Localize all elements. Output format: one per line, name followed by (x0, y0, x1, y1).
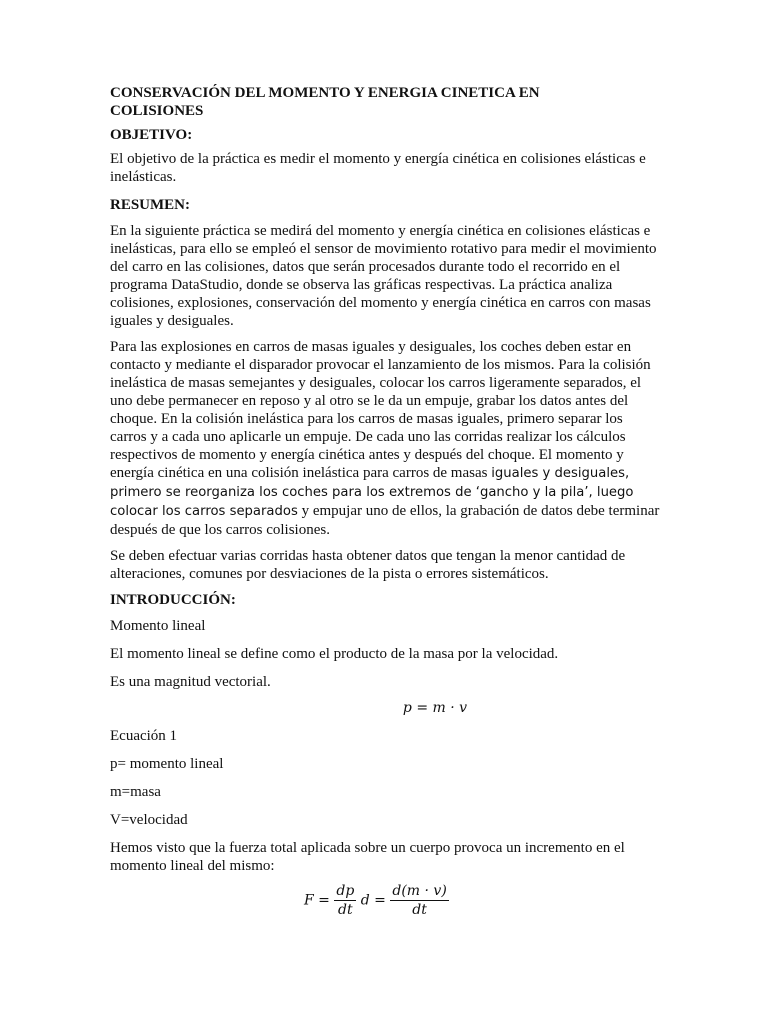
eq2-fraction-2 (390, 883, 448, 918)
resumen-heading: RESUMEN: (110, 197, 191, 213)
eq2-fraction-1 (334, 883, 356, 918)
equation-1-label: Ecuación 1 (110, 728, 178, 744)
objetivo-text: El objetivo de la práctica es medir el momento y energía cinética en colisiones elásticas e inelásticas. (110, 151, 646, 185)
eq2-frac2-den: dt (412, 902, 427, 918)
equation-2 (110, 881, 660, 921)
var-p-definition: p= momento lineal (110, 756, 224, 772)
resumen-paragraph-2 (110, 338, 660, 539)
document-page (110, 84, 660, 921)
definition-text: El momento lineal se define como el producto de la masa por la velocidad. (110, 646, 559, 662)
introduccion-heading: INTRODUCCIÓN: (110, 592, 236, 608)
objetivo-heading: OBJETIVO: (110, 127, 193, 143)
var-v-definition: V=velocidad (110, 812, 188, 828)
vector-text: Es una magnitud vectorial. (110, 674, 271, 690)
fuerza-text: Hemos visto que la fuerza total aplicada sobre un cuerpo provoca un incremento en el momento lineal del mismo: (110, 840, 625, 874)
resumen-p2-part-c: y empujar uno de ellos, la grabación de datos debe terminar después de que los carros colisiones. (110, 503, 660, 538)
eq2-frac1-den: dt (338, 902, 353, 918)
eq2-mid: d = (360, 892, 386, 909)
eq2-lhs: F = (304, 892, 330, 909)
eq2-frac2-num: d(m · v) (392, 883, 447, 899)
equation-1: p = m · v (402, 700, 468, 716)
resumen-p2-part-b: iguales y desiguales, primero se reorganiza los coches para los extremos de ‘gancho y la pila’, luego colocar los carros separados (110, 466, 634, 519)
resumen-paragraph-3: Se deben efectuar varias corridas hasta obtener datos que tengan la menor cantidad de alteraciones, comunes por desviaciones de la pista o errores sistemáticos. (110, 548, 626, 582)
resumen-p2-part-a: Para las explosiones en carros de masas iguales y desiguales, los coches deben estar en contacto y mediante el disparador provocar el lanzamiento de los mismos. Para la colisión inelástica de masas semejantes y desiguales, colocar los carros ligeramente separados, el uno debe permanecer en reposo y al otro se le da un empuje, grabar los datos antes del choque. En la colisión inelástica para los carros de masas iguales, primero separar los carros y a cada uno aplicarle un empuje. De cada uno las corridas realizar los cálculos respectivos de momento y energía cinética antes y después del choque. El momento y energía cinética en una colisión inelástica para carros de masas (110, 339, 651, 481)
title-line-2: COLISIONES (110, 103, 204, 119)
resumen-paragraph-1: En la siguiente práctica se medirá del momento y energía cinética en colisiones elásticas e inelásticas, para ello se empleó el sensor de movimiento rotativo para medir el movimiento del carro en las colisiones, datos que serán procesados durante todo el recorrido en el programa DataStudio, donde se observa las gráficas respectivas. La práctica analiza colisiones, explosiones, conservación del momento y energía cinética en carros con masas iguales y desiguales. (110, 223, 657, 329)
eq2-frac1-num: dp (336, 883, 355, 899)
var-m-definition: m=masa (110, 784, 161, 800)
momento-lineal-subheading: Momento lineal (110, 618, 206, 634)
document-title (110, 84, 660, 120)
title-line-1: CONSERVACIÓN DEL MOMENTO Y ENERGIA CINETICA EN (110, 85, 540, 101)
